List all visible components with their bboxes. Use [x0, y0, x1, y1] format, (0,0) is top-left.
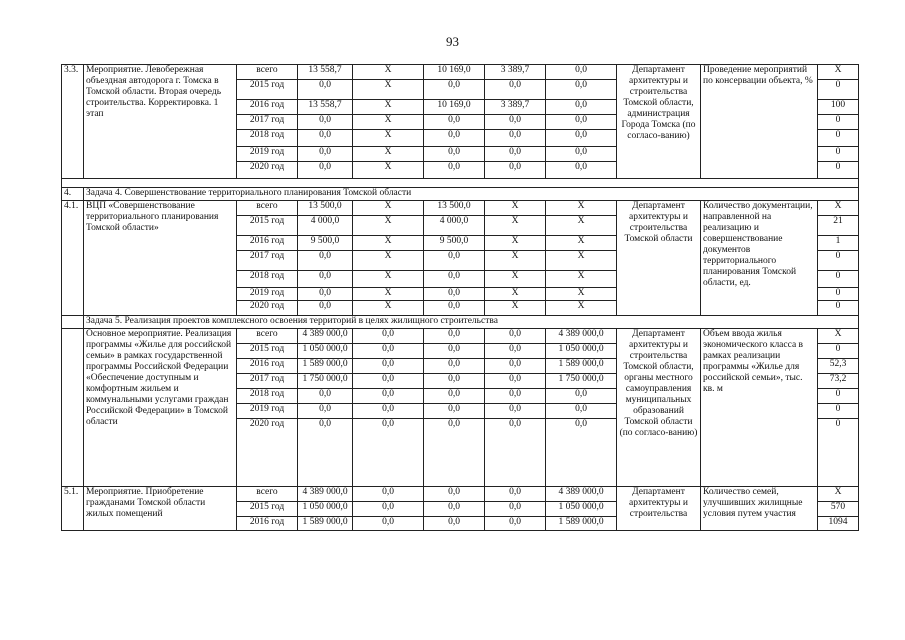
amount-local: 0,0: [485, 502, 546, 517]
amount-regional: 0,0: [424, 80, 485, 100]
amount-total: 1 750 000,0: [298, 374, 353, 389]
amount-regional: 0,0: [424, 487, 485, 502]
amount-regional: 0,0: [424, 389, 485, 404]
indicator-value: X: [818, 201, 859, 216]
amount-regional: 0,0: [424, 329, 485, 344]
amount-other: 1 589 000,0: [546, 359, 617, 374]
amount-federal: 0,0: [353, 374, 424, 389]
responsible-dept: Департамент архитектуры и строительства Томской области: [617, 201, 701, 316]
amount-regional: 0,0: [424, 359, 485, 374]
amount-local: X: [485, 201, 546, 216]
amount-total: 13 558,7: [298, 65, 353, 80]
activity-name: Основное мероприятие. Реализация программы «Жилье для российской семьи» в рамках государственной программы Российской Федерации «Обеспечение доступным и комфортным жильем и коммунальными услугами граждан Российской Федерации» в Томской области: [84, 329, 237, 487]
activity-name: Мероприятие. Приобретение гражданами Томской области жилых помещений: [84, 487, 237, 531]
amount-total: 13 500,0: [298, 201, 353, 216]
amount-federal: X: [353, 130, 424, 147]
year-label: 2015 год: [237, 216, 298, 236]
amount-local: X: [485, 301, 546, 316]
row-number: 4.1.: [62, 201, 84, 316]
indicator-value: 0: [818, 130, 859, 147]
table-row: [62, 201, 859, 216]
amount-other: 1 589 000,0: [546, 517, 617, 531]
year-label: 2016 год: [237, 359, 298, 374]
indicator-name: Количество семей, улучшивших жилищные условия путем участия: [701, 487, 818, 531]
amount-regional: 0,0: [424, 517, 485, 531]
amount-local: 0,0: [485, 80, 546, 100]
amount-regional: 10 169,0: [424, 100, 485, 115]
amount-federal: 0,0: [353, 517, 424, 531]
year-label: 2016 год: [237, 236, 298, 251]
amount-federal: X: [353, 288, 424, 301]
amount-other: 1 050 000,0: [546, 502, 617, 517]
amount-local: 0,0: [485, 329, 546, 344]
amount-regional: 0,0: [424, 419, 485, 487]
amount-total: 4 000,0: [298, 216, 353, 236]
year-label: 2017 год: [237, 251, 298, 271]
task-row: [62, 188, 859, 201]
amount-other: 4 389 000,0: [546, 329, 617, 344]
amount-regional: 0,0: [424, 271, 485, 288]
amount-federal: X: [353, 162, 424, 179]
indicator-value: 0: [818, 288, 859, 301]
indicator-value: 0: [818, 147, 859, 162]
spacer-cell: [62, 179, 859, 188]
amount-other: X: [546, 301, 617, 316]
indicator-value: 73,2: [818, 374, 859, 389]
page-number: 93: [446, 34, 459, 49]
indicator-value: 0: [818, 115, 859, 130]
amount-local: 3 389,7: [485, 100, 546, 115]
indicator-value: 0: [818, 419, 859, 487]
amount-federal: 0,0: [353, 502, 424, 517]
amount-other: X: [546, 216, 617, 236]
amount-other: 0,0: [546, 65, 617, 80]
amount-total: 0,0: [298, 251, 353, 271]
amount-regional: 0,0: [424, 251, 485, 271]
amount-other: X: [546, 236, 617, 251]
amount-total: 0,0: [298, 162, 353, 179]
amount-federal: X: [353, 251, 424, 271]
indicator-value: 0: [818, 389, 859, 404]
amount-total: 0,0: [298, 288, 353, 301]
year-label: 2020 год: [237, 419, 298, 487]
amount-federal: 0,0: [353, 404, 424, 419]
task-row: [62, 316, 859, 329]
amount-federal: X: [353, 201, 424, 216]
amount-regional: 0,0: [424, 301, 485, 316]
amount-local: 0,0: [485, 374, 546, 389]
amount-total: 9 500,0: [298, 236, 353, 251]
spacer-row: [62, 179, 859, 188]
amount-total: 1 050 000,0: [298, 502, 353, 517]
amount-regional: 0,0: [424, 344, 485, 359]
table-row: [62, 65, 859, 80]
amount-other: X: [546, 271, 617, 288]
responsible-dept: Департамент архитектуры и строительства: [617, 487, 701, 531]
amount-federal: 0,0: [353, 487, 424, 502]
amount-regional: 0,0: [424, 288, 485, 301]
amount-local: X: [485, 251, 546, 271]
amount-regional: 0,0: [424, 130, 485, 147]
amount-local: 0,0: [485, 130, 546, 147]
indicator-value: 0: [818, 80, 859, 100]
amount-other: X: [546, 288, 617, 301]
amount-total: 1 589 000,0: [298, 359, 353, 374]
row-number: [62, 329, 84, 487]
amount-local: 0,0: [485, 162, 546, 179]
amount-regional: 4 000,0: [424, 216, 485, 236]
amount-total: 1 050 000,0: [298, 344, 353, 359]
amount-local: 0,0: [485, 404, 546, 419]
amount-federal: X: [353, 65, 424, 80]
year-label: 2016 год: [237, 100, 298, 115]
amount-local: X: [485, 236, 546, 251]
indicator-value: 0: [818, 162, 859, 179]
amount-total: 0,0: [298, 130, 353, 147]
amount-local: X: [485, 288, 546, 301]
amount-local: 0,0: [485, 115, 546, 130]
year-label: 2015 год: [237, 502, 298, 517]
amount-regional: 9 500,0: [424, 236, 485, 251]
amount-total: 4 389 000,0: [298, 329, 353, 344]
table-row: [62, 487, 859, 502]
amount-federal: 0,0: [353, 419, 424, 487]
indicator-value: 52,3: [818, 359, 859, 374]
amount-total: 0,0: [298, 271, 353, 288]
indicator-value: 0: [818, 301, 859, 316]
amount-other: 1 050 000,0: [546, 344, 617, 359]
year-label: 2019 год: [237, 288, 298, 301]
amount-local: X: [485, 271, 546, 288]
amount-local: 0,0: [485, 389, 546, 404]
program-table: [61, 64, 859, 531]
indicator-value: 1094: [818, 517, 859, 531]
indicator-value: 21: [818, 216, 859, 236]
amount-local: 0,0: [485, 419, 546, 487]
year-label: 2017 год: [237, 115, 298, 130]
indicator-name: Количество документации, направленной на реализацию и совершенствование документов территориального планирования Томской области, ед.: [701, 201, 818, 316]
indicator-value: 100: [818, 100, 859, 115]
amount-federal: X: [353, 147, 424, 162]
amount-regional: 0,0: [424, 374, 485, 389]
indicator-value: 0: [818, 251, 859, 271]
row-number: 5.1.: [62, 487, 84, 531]
indicator-value: X: [818, 65, 859, 80]
amount-total: 0,0: [298, 389, 353, 404]
year-label: всего: [237, 201, 298, 216]
year-label: 2019 год: [237, 147, 298, 162]
amount-federal: 0,0: [353, 359, 424, 374]
year-label: 2020 год: [237, 301, 298, 316]
amount-federal: X: [353, 100, 424, 115]
activity-name: Мероприятие. Левобережная объездная автодорога г. Томска в Томской области. Вторая очередь строительства. Корректировка. 1 этап: [84, 65, 237, 179]
amount-other: X: [546, 251, 617, 271]
task-number: [62, 316, 84, 329]
year-label: 2018 год: [237, 271, 298, 288]
amount-total: 0,0: [298, 115, 353, 130]
amount-total: 13 558,7: [298, 100, 353, 115]
amount-other: 0,0: [546, 115, 617, 130]
amount-federal: X: [353, 236, 424, 251]
amount-regional: 0,0: [424, 115, 485, 130]
amount-federal: X: [353, 216, 424, 236]
activity-name: ВЦП «Совершенствование территориального планирования Томской области»: [84, 201, 237, 316]
task-title: Задача 5. Реализация проектов комплексного освоения территорий в целях жилищного строительства: [84, 316, 859, 329]
amount-total: 0,0: [298, 404, 353, 419]
amount-other: 0,0: [546, 162, 617, 179]
year-label: 2018 год: [237, 389, 298, 404]
indicator-name: Проведение мероприятий по консервации объекта, %: [701, 65, 818, 179]
task-number: 4.: [62, 188, 84, 201]
amount-other: 4 389 000,0: [546, 487, 617, 502]
year-label: 2016 год: [237, 517, 298, 531]
indicator-name: Объем ввода жилья экономического класса в рамках реализации программы «Жилье для российской семьи», тыс. кв. м: [701, 329, 818, 487]
year-label: всего: [237, 487, 298, 502]
amount-federal: X: [353, 301, 424, 316]
indicator-value: 1: [818, 236, 859, 251]
amount-local: 0,0: [485, 359, 546, 374]
amount-other: 0,0: [546, 419, 617, 487]
amount-regional: 0,0: [424, 162, 485, 179]
table-row: [62, 329, 859, 344]
amount-regional: 0,0: [424, 147, 485, 162]
indicator-value: 570: [818, 502, 859, 517]
amount-local: 0,0: [485, 147, 546, 162]
amount-other: 0,0: [546, 100, 617, 115]
indicator-value: 0: [818, 344, 859, 359]
amount-regional: 0,0: [424, 404, 485, 419]
amount-other: X: [546, 201, 617, 216]
amount-total: 1 589 000,0: [298, 517, 353, 531]
amount-other: 0,0: [546, 80, 617, 100]
year-label: 2018 год: [237, 130, 298, 147]
amount-regional: 10 169,0: [424, 65, 485, 80]
year-label: 2017 год: [237, 374, 298, 389]
amount-total: 0,0: [298, 301, 353, 316]
indicator-value: 0: [818, 404, 859, 419]
amount-total: 0,0: [298, 80, 353, 100]
amount-federal: X: [353, 115, 424, 130]
amount-local: X: [485, 216, 546, 236]
amount-local: 3 389,7: [485, 65, 546, 80]
amount-other: 1 750 000,0: [546, 374, 617, 389]
amount-local: 0,0: [485, 487, 546, 502]
amount-other: 0,0: [546, 404, 617, 419]
amount-other: 0,0: [546, 130, 617, 147]
amount-federal: 0,0: [353, 344, 424, 359]
year-label: 2015 год: [237, 80, 298, 100]
amount-local: 0,0: [485, 517, 546, 531]
responsible-dept: Департамент архитектуры и строительства Томской области, администрация Города Томска (по согласо-ванию): [617, 65, 701, 179]
amount-total: 0,0: [298, 147, 353, 162]
amount-local: 0,0: [485, 344, 546, 359]
amount-regional: 0,0: [424, 502, 485, 517]
year-label: всего: [237, 65, 298, 80]
amount-regional: 13 500,0: [424, 201, 485, 216]
indicator-value: 0: [818, 271, 859, 288]
year-label: 2015 год: [237, 344, 298, 359]
amount-federal: X: [353, 271, 424, 288]
amount-total: 0,0: [298, 419, 353, 487]
amount-federal: 0,0: [353, 329, 424, 344]
year-label: 2020 год: [237, 162, 298, 179]
amount-other: 0,0: [546, 389, 617, 404]
amount-federal: 0,0: [353, 389, 424, 404]
row-number: 3.3.: [62, 65, 84, 179]
amount-federal: X: [353, 80, 424, 100]
year-label: всего: [237, 329, 298, 344]
indicator-value: X: [818, 487, 859, 502]
year-label: 2019 год: [237, 404, 298, 419]
amount-total: 4 389 000,0: [298, 487, 353, 502]
amount-other: 0,0: [546, 147, 617, 162]
indicator-value: X: [818, 329, 859, 344]
responsible-dept: Департамент архитектуры и строительства Томской области, органы местного самоуправления муниципальных образований Томской области (по согласо-ванию): [617, 329, 701, 487]
task-title: Задача 4. Совершенствование территориального планирования Томской области: [84, 188, 859, 201]
